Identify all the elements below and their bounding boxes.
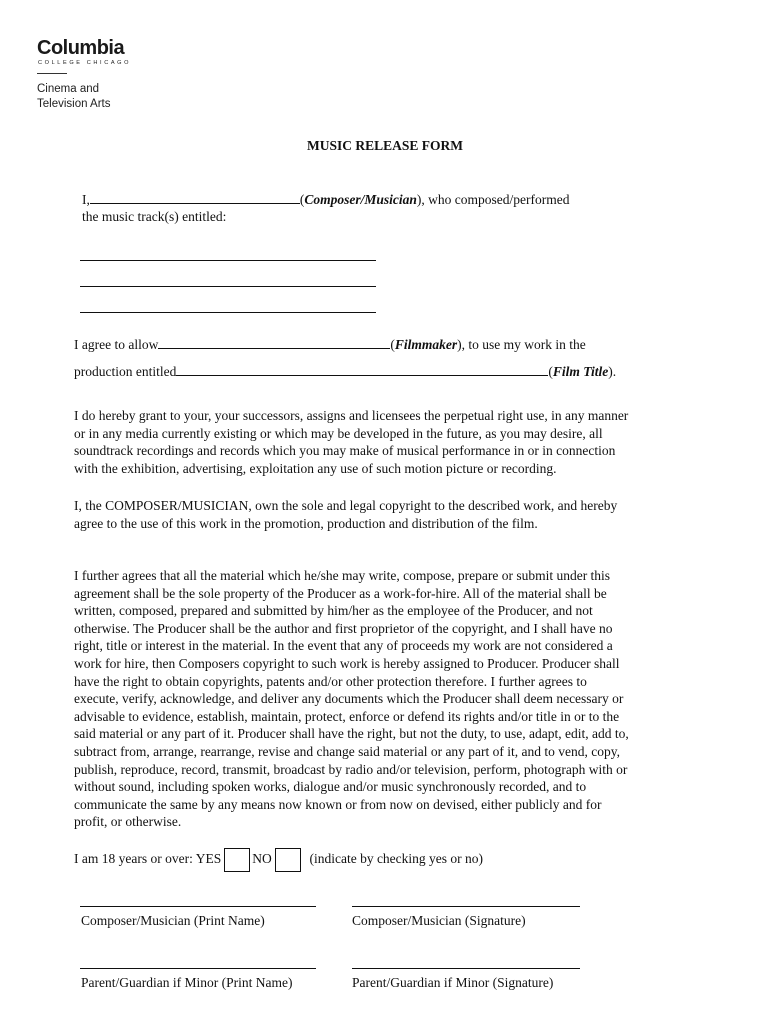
paragraph-line: written, composed, prepared and submitted by him/her as the employee of the Producer, and not (74, 603, 593, 619)
age-question-row (74, 846, 483, 872)
paragraph-line: said material or any part of it. Producer shall have the right, but not the duty, to use, adapt, edit, add to, (74, 726, 629, 742)
paragraph-line: work for hire, then Composers copyright to such work is hereby assigned to Producer. Producer shall (74, 655, 620, 671)
paragraph-line: profit, or otherwise. (74, 814, 182, 830)
paragraph-line: otherwise. The Producer shall be the author and first proprietor of the copyright, and I shall have no (74, 620, 613, 636)
composer-print-name-label: Composer/Musician (Print Name) (81, 913, 265, 928)
intro-line-2: the music track(s) entitled: (82, 209, 227, 224)
agree-line: I agree to allow (Filmmaker), to use my work in the (74, 337, 586, 352)
no-label: NO (252, 851, 272, 866)
track-title-field-1[interactable] (80, 260, 376, 261)
paragraph-line: have the right to obtain copyrights, patents and/or other protection therefore. I further agrees to (74, 673, 587, 689)
paragraph-line: advisable to evidence, establish, maintain, protect, enforce or defend its rights and/or title in or to the (74, 708, 620, 724)
film-title-role-label: Film Title (552, 364, 609, 379)
paragraph-line: agreement shall be the sole property of the Producer as a work-for-hire. All of the material shall be (74, 585, 607, 601)
paragraph-line: I further agrees that all the material which he/she may write, compose, prepare or submit under this (74, 568, 611, 583)
production-line: production entitled (Film Title). (74, 364, 617, 379)
no-checkbox[interactable] (275, 848, 301, 872)
track-title-field-3[interactable] (80, 312, 376, 313)
age-hint: (indicate by checking yes or no) (309, 851, 484, 866)
guardian-print-name-field[interactable] (80, 968, 316, 969)
paragraph-line: or in any media currently existing or which may be developed in the future, as you may desire, all (74, 425, 603, 441)
department-line-2: Television Arts (37, 98, 111, 110)
yes-checkbox[interactable] (224, 848, 250, 872)
paragraph-line: I, the COMPOSER/MUSICIAN, own the sole and legal copyright to the described work, and hereby (74, 498, 618, 513)
composer-print-name-field[interactable] (80, 906, 316, 907)
paragraph-line: communicate the same by any means now known or from now on devised, either publicly and for (74, 796, 602, 812)
guardian-signature-label: Parent/Guardian if Minor (Signature) (352, 975, 554, 990)
paragraph-line: soundtrack recordings and records which you may make of musical performance in or in connection (74, 443, 616, 459)
composer-signature-field[interactable] (352, 906, 580, 907)
filmmaker-role-label: Filmmaker (394, 337, 458, 352)
paragraph-further (74, 567, 629, 831)
paragraph-owner (74, 497, 617, 532)
agree-suffix: ), to use my work in the (457, 337, 586, 352)
track-title-field-2[interactable] (80, 286, 376, 287)
paragraph-line: right, title or interest in the material. In the event that any of proceeds my work are not considered a (74, 638, 613, 654)
agree-prefix: I agree to allow (74, 337, 159, 352)
logo-divider (37, 73, 67, 74)
paragraph-line: agree to the use of this work in the promotion, production and distribution of the film. (74, 515, 538, 531)
paragraph-line: publish, reproduce, record, transmit, broadcast by radio and/or television, perform, photograph with or (74, 761, 628, 777)
paragraph-grant (74, 407, 628, 477)
composer-signature-label: Composer/Musician (Signature) (352, 913, 526, 928)
paragraph-line: without sound, including spoken works, dialogue and/or music synchronously recorded, and to (74, 779, 587, 795)
guardian-print-name-label: Parent/Guardian if Minor (Print Name) (81, 975, 293, 990)
logo-wordmark: Columbia (37, 37, 125, 59)
intro-prefix: I, (82, 192, 90, 207)
intro-line: I, (Composer/Musician), who composed/performed (82, 192, 570, 207)
department-line-1: Cinema and (37, 83, 100, 95)
paragraph-line: subtract from, arrange, rearrange, revise and change said material or any part of it, and to vend, copy, (74, 743, 621, 759)
filmmaker-name-field[interactable] (158, 336, 390, 349)
logo-subtitle: COLLEGE CHICAGO (38, 60, 132, 66)
production-prefix: production entitled (74, 364, 177, 379)
intro-suffix: ), who composed/performed (416, 192, 570, 207)
department-name (37, 82, 111, 112)
composer-name-field[interactable] (90, 191, 300, 204)
composer-role-label: Composer/Musician (304, 192, 417, 207)
paragraph-line: I do hereby grant to your, your successors, assigns and licensees the perpetual right use, in any manner (74, 408, 629, 423)
age-question-label: I am 18 years or over: YES (74, 851, 222, 866)
paragraph-line: execute, verify, acknowledge, and deliver any documents which the Producer shall deem necessary or (74, 691, 624, 707)
paragraph-line: with the exhibition, advertising, exploitation any use of such motion picture or recording. (74, 460, 557, 476)
film-title-field[interactable] (176, 363, 548, 376)
form-title: MUSIC RELEASE FORM (306, 138, 463, 153)
guardian-signature-field[interactable] (352, 968, 580, 969)
